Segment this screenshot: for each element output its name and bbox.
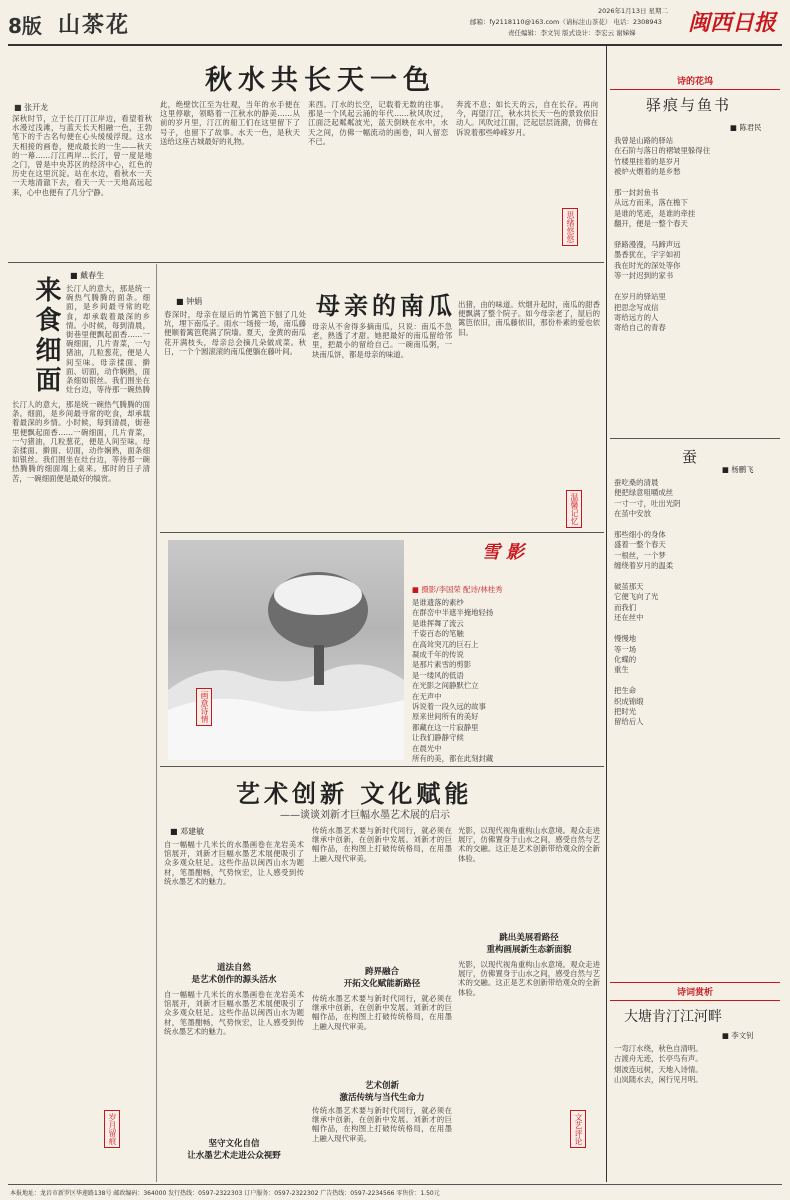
sidebar-header: 诗的花坞 xyxy=(610,74,780,90)
article-author: ■ 戴春生 xyxy=(70,271,105,280)
poem-text: 蚕吃桑的清晨 便把绿意咀嚼成丝 一寸一寸，吐出光阴 在茧中安放 那些细小的身体 盛着一整个春天 一根丝，一个梦 缠绕着岁月的温柔 破茧那天 它便飞向了光 而我们 还在丝中 慢慢地 等一场 化蝶的 重生 把生命 织成锦缎 把时光 留给后人 xyxy=(614,478,681,727)
editor-info: 责任编辑：李文钊 版式设计：李宏云 谢娣娣 xyxy=(508,29,636,37)
article-title: 来食细面 xyxy=(31,276,61,396)
section-heading: 坚守文化自信 让水墨艺术走进公众视野 xyxy=(187,1139,281,1161)
column-stamp: 温馨记忆 xyxy=(566,490,582,528)
article-body: 此，绝壁饮江至为壮观，当年的水手便在这里停歇，领略着一江秋水的静美……从前的岁月里，汀江的船工们在这里留下了号子，也留下了故事。水天一色，是秋天送给这座古城最好的礼物。 xyxy=(160,100,300,146)
article-body: 自一幅幅十几米长的水墨画卷在龙岩美术馆展开，刘新才巨幅水墨艺术展便吸引了众多观众驻足。这些作品以闽西山水为题材，笔墨酣畅，气势恢宏，让人感受到传统水墨艺术的魅力。 xyxy=(164,840,304,886)
poem-text: 我曾是山路的驿站 在石阶与落日的褶皱里躲得住 竹楼里挂着的是岁月 被炉火煨着的是乡愁 那一封封鱼书 从远方而来，落在檐下 是谁的笔迹，是谁的牵挂 翻开，便是一整个春天 驿路漫漫，马蹄声远 墨香犹在，字字如初 我在时光的深处等你 等一封迟到的家书 在岁月的驿站里 把思念写成信 寄给远方的人 寄给自己的青春 xyxy=(614,136,711,333)
poem-line: 是一缕风的低语 xyxy=(412,670,464,680)
column-stamp: 文艺评论 xyxy=(570,1110,586,1148)
poem-line: 是谁遗落的素纱 xyxy=(412,598,464,607)
poem-line: 让我们静静守候 xyxy=(412,733,464,743)
poem-line: 都藏在这一片寂静里 xyxy=(412,722,479,732)
article-body: 深秋时节，立于长汀汀江岸边，看望着秋水漫过浅滩，与蓝天长天相融一色，王勃笔下的千古名句便在心头缓缓浮现。这水天相接的画卷，便成最长的一生——秋天的一幕……汀江两岸…长汀，曾一度是地之门，曾是中央苏区的经济中心，红色的历史在这里沉淀。站在水边，看秋水一天一天地清澈下去，看天一天一天地高远起来，心中也便有了几分宁静。 xyxy=(12,114,152,197)
poem-title: 驿痕与鱼书 xyxy=(646,96,732,114)
article-subtitle: ——谈谈刘新才巨幅水墨艺术展的启示 xyxy=(280,810,450,821)
article-author: ■ 钟娟 xyxy=(176,297,203,306)
poem-line: 在高耸突兀的巨石上 xyxy=(412,639,479,649)
column-stamp: 岁月留痕 xyxy=(104,1110,120,1148)
poem-line: 凝成千年的传说 xyxy=(412,650,464,660)
article-title: 母亲的南瓜 xyxy=(316,292,456,320)
page-number: 8版 xyxy=(8,14,42,38)
snow-rock-image xyxy=(168,540,404,760)
masthead xyxy=(0,0,790,44)
article-author: ■ 张开龙 xyxy=(14,103,49,112)
article-body: 传统水墨艺术要与新时代同行，就必须在继承中创新，在创新中发展。刘新才的巨幅作品，在构图上打破传统格局，在用墨上融入现代审美。 xyxy=(312,1106,452,1143)
article-title: 秋水共长天一色 xyxy=(205,65,436,96)
article-body: 出猪，由的味道。炊烟升起时，南瓜的甜香便飘满了整个院子。如今母亲老了，屋后的篱笆依旧，南瓜藤依旧，那份朴素的爱也依旧。 xyxy=(458,300,600,337)
poem-line: 千姿百态的笔触 xyxy=(412,629,464,639)
article-body: 传统水墨艺术要与新时代同行，就必须在继承中创新，在创新中发展。刘新才的巨幅作品，在构图上打破传统格局，在用墨上融入现代审美。 xyxy=(312,826,452,863)
poem-line: 所有的美，都在此刻封藏 xyxy=(412,754,494,764)
sidebar-header: 诗词赏析 xyxy=(610,982,780,1001)
article-body: 春深时，母亲在屋后的竹篱笆下刨了几处坑，埋下南瓜子。雨水一场接一场，南瓜藤便顺着篱笆爬满了院墙。夏天，金黄的南瓜花开满枝头，母亲总会摘几朵做成菜。秋日，一个个圆滚滚的南瓜便躺在藤叶间。 xyxy=(164,310,306,356)
column-stamp: 思绪悠悠 xyxy=(562,208,578,246)
poem-title: 蚕 xyxy=(682,448,698,466)
poem-line: 是谁挥舞了流云 xyxy=(412,618,464,628)
article-body: 来西。汀水的长空，记载着无数的往事。那是一个风起云涌的年代……秋风吹过，江面泛起粼粼波光，蓝天倒映在水中，水天之间，仿佛一幅流动的画卷，叫人留恋不已。 xyxy=(308,100,448,146)
section-heading: 道法自然 是艺术创作的源头活水 xyxy=(191,963,277,985)
poem-line: 在晨光中 xyxy=(412,743,442,753)
poem-line: 是那片素雪的剪影 xyxy=(412,660,472,670)
poem-line: 原来世间所有的美好 xyxy=(412,712,479,722)
section-heading: 艺术创新 激活传统与当代生命力 xyxy=(339,1081,425,1103)
article-author: ■ 摄影/李国荣 配诗/林桂秀 xyxy=(412,585,503,594)
poem-line: 诉说着一段久远的故事 xyxy=(412,702,486,712)
poem-author: ■ 李文钊 xyxy=(722,1031,754,1040)
contact-info: 邮箱：fy2118110@163.com（请标注山茶花） 电话：2308943 xyxy=(470,18,662,26)
poem-line: 在无声中 xyxy=(412,691,442,701)
article-body: 长汀人的意大，那是统一碗热气腾腾的面条。细面，是乡间最寻常的吃食，却承载着最深的乡情。小时候，每到清晨，街巷里便飘起面香……一碗细面，几片青菜，一勺猪油，几粒葱花，便是人间至味。母亲揉面、擀面、切面，动作娴熟，面条细如银丝。我们围坐在灶台边，等待那一碗热腾腾的细面端上桌来。那时的日子清苦，一碗细面便是最好的犒赏。 xyxy=(12,400,150,483)
column-stamp: 画意诗情 xyxy=(196,688,212,726)
footer-info: 本报地址：龙岩市新罗区华莲路138号 邮政编码：364000 发行热线：0597-2322303 订户服务：0597-2322302 广告热线：0597-2234566 零售价：1.50元 xyxy=(10,1190,440,1197)
article-body: 自一幅幅十几米长的水墨画卷在龙岩美术馆展开，刘新才巨幅水墨艺术展便吸引了众多观众驻足。这些作品以闽西山水为题材，笔墨酣畅，气势恢宏，让人感受到传统水墨艺术的魅力。 xyxy=(164,990,304,1036)
issue-date: 2026年1月13日 星期二 xyxy=(598,7,669,15)
article-body: 光影，以现代视角重构山水意境。观众走进展厅，仿佛置身于山水之间，感受自然与艺术的交融。这正是艺术创新带给观众的全新体验。 xyxy=(458,826,600,863)
article-title: 雪影 xyxy=(482,542,530,563)
newspaper-logo: 闽西日报 xyxy=(688,11,777,36)
article-title: 艺术创新 文化赋能 xyxy=(236,780,473,808)
article-body: 光影，以现代视角重构山水意境。观众走进展厅，仿佛置身于山水之间，感受自然与艺术的交融。这正是艺术创新带给观众的全新体验。 xyxy=(458,960,600,997)
poem-author: ■ 杨鹏飞 xyxy=(722,465,754,474)
poem-text: 一弯汀水绕，秋色自清明。 古渡舟无迹，长亭鸟有声。 烟波连远树，天地入诗情。 山岚随水去，闲行见月明。 xyxy=(614,1044,703,1085)
poem-title: 大塘肯汀江河畔 xyxy=(624,1009,722,1025)
snow-poem xyxy=(412,598,602,765)
article-body: 传统水墨艺术要与新时代同行，就必须在继承中创新，在创新中发展。刘新才的巨幅作品，在构图上打破传统格局，在用墨上融入现代审美。 xyxy=(312,994,452,1031)
poetry-sidebar xyxy=(610,72,780,1172)
poem-line: 在群峦中半遮半掩地轻扬 xyxy=(412,608,494,618)
article-body: 奔流不息；如长天的云，自在长存。再向今，再望汀江，秋水共长天一色的景致依旧动人。风吹过江面，泛起层层涟漪，仿佛在诉说着那些峥嵘岁月。 xyxy=(456,100,598,137)
article-body: 母亲从不舍得多摘南瓜，只说：南瓜不急老，熟透了才甜。她把最好的南瓜留给邻里，把最小的留给自己。一碗南瓜粥，一块南瓜饼，都是母亲的味道。 xyxy=(312,322,452,359)
poem-author: ■ 陈君民 xyxy=(730,123,762,132)
article-author: ■ 邓建敏 xyxy=(170,827,205,836)
section-heading: 跨界融合 开拓文化赋能新路径 xyxy=(343,967,421,989)
section-title: 山茶花 xyxy=(58,13,131,38)
section-heading: 跳出美展看路径 重构画展新生态新面貌 xyxy=(486,933,572,955)
snow-photo xyxy=(168,540,404,760)
article-body: 长汀人的意大，那是统一碗热气腾腾的面条。细面，是乡间最寻常的吃食，却承载着最深的乡情。小时候，每到清晨，街巷里便飘起面香……一碗细面，几片青菜，一勺猪油，几粒葱花，便是人间至味。母亲揉面、擀面、切面，动作娴熟，面条细如银丝。我们围坐在灶台边，等待那一碗热腾 xyxy=(66,284,150,394)
poem-line: 在光影之间静默伫立 xyxy=(412,681,479,691)
